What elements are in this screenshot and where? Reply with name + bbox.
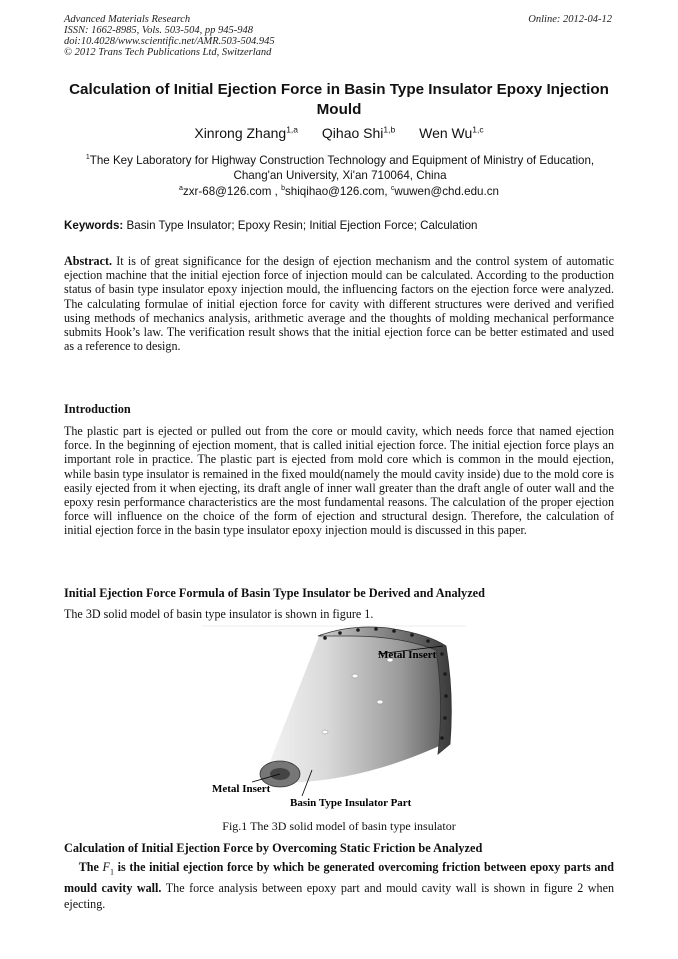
online-date: Online: 2012-04-12 [528, 14, 612, 25]
email-b[interactable]: shiqihao@126.com [284, 185, 385, 198]
figure-caption: Fig.1 The 3D solid model of basin type insulator [222, 819, 456, 833]
issn-line: ISSN: 1662-8985, Vols. 503-504, pp 945-948 [64, 25, 253, 36]
section3-text: The $F_1$ is the initial ejection force by which be generated overcoming friction between epoxy parts and mould cavity wall. The force analysis between epoxy part and mould cavity wall is shown in figure 2 when ejecting. [64, 860, 615, 912]
label-basin-part: Basin Type Insulator Part [290, 797, 412, 809]
figure-1 [200, 624, 470, 810]
author-1: Xinrong Zhang$^{1,a}$ [194, 124, 299, 141]
abstract: Abstract. It is of great significance for the design of ejection mechanism and the control system of automatic ejection machine that the initial ejection force of injection mould can be calculated. According to the production status of basin type insulator epoxy injection mould, the influencing factors on the ejection force were analyzed. The calculating formulae of initial ejection force for cavity with different structures were derived and verified using methods of mechanics analysis, arithmetic average and the thoughts of molding mechanical performance submits Hook’s law. The verification result shows that the initial ejection force can be better estimated and used as a reference to design. [64, 254, 614, 354]
email-list: $^a$zxr-68@126.com , $^b$shiqihao@126.com, $^c$wuwen@chd.edu.cn [179, 185, 499, 198]
paper-title: Calculation of Initial Ejection Force in Basin Type Insulator Epoxy Injection Mould [69, 81, 609, 118]
section2-heading: Initial Ejection Force Formula of Basin Type Insulator be Derived and Analyzed [64, 586, 485, 600]
intro-text: The plastic part is ejected or pulled out from the core or mould cavity, which needs force that named ejection force. In the beginning of ejection moment, that is called initial ejection force. The initial ejection force plays an important role in practice. The plastic part is ejected from mold core which is common in the mould ejection, while basin type insulator is remained in the fixed mould(namely the mould cavity inside) due to the mold core is easily ejected from it when ejecting, its draft angle of inner wall greater than the draft angle of outer wall and the epoxy resin performance characteristics are the most fundamental reasons. The calculation of the proper ejection force will influence on the choice of the form of ejection and structural design. Therefore, the calculation of initial ejection force in the basin type insulator epoxy injection mould is discussed in this paper. [64, 424, 614, 538]
journal-name: Advanced Materials Research [64, 14, 191, 25]
section3-heading: Calculation of Initial Ejection Force by Overcoming Static Friction be Analyzed [64, 841, 483, 855]
header-meta [64, 14, 275, 58]
insulator-figure [200, 624, 470, 810]
label-metal-insert-top: Metal Insert [378, 649, 437, 661]
section2-text: The 3D solid model of basin type insulator is shown in figure 1. [64, 607, 374, 621]
label-metal-insert-bottom: Metal Insert [212, 783, 271, 795]
author-3: Wen Wu$^{1,c}$ [419, 124, 484, 141]
affiliation: $^1$The Key Laboratory for Highway Construction Technology and Equipment of Ministry of Education, Chang'an University, Xi'an 710064, China [85, 153, 595, 182]
email-a[interactable]: zxr-68@126.com [182, 185, 272, 198]
author-2: Qihao Shi$^{1,b}$ [321, 124, 396, 141]
author-list [60, 124, 618, 141]
copyright-line: © 2012 Trans Tech Publications Ltd, Switzerland [64, 47, 272, 58]
keywords: Keywords: Basin Type Insulator; Epoxy Resin; Initial Ejection Force; Calculation [64, 219, 478, 232]
doi-line: doi:10.4028/www.scientific.net/AMR.503-504.945 [64, 36, 275, 47]
intro-heading: Introduction [64, 402, 131, 416]
email-c[interactable]: wuwen@chd.edu.cn [394, 185, 499, 198]
